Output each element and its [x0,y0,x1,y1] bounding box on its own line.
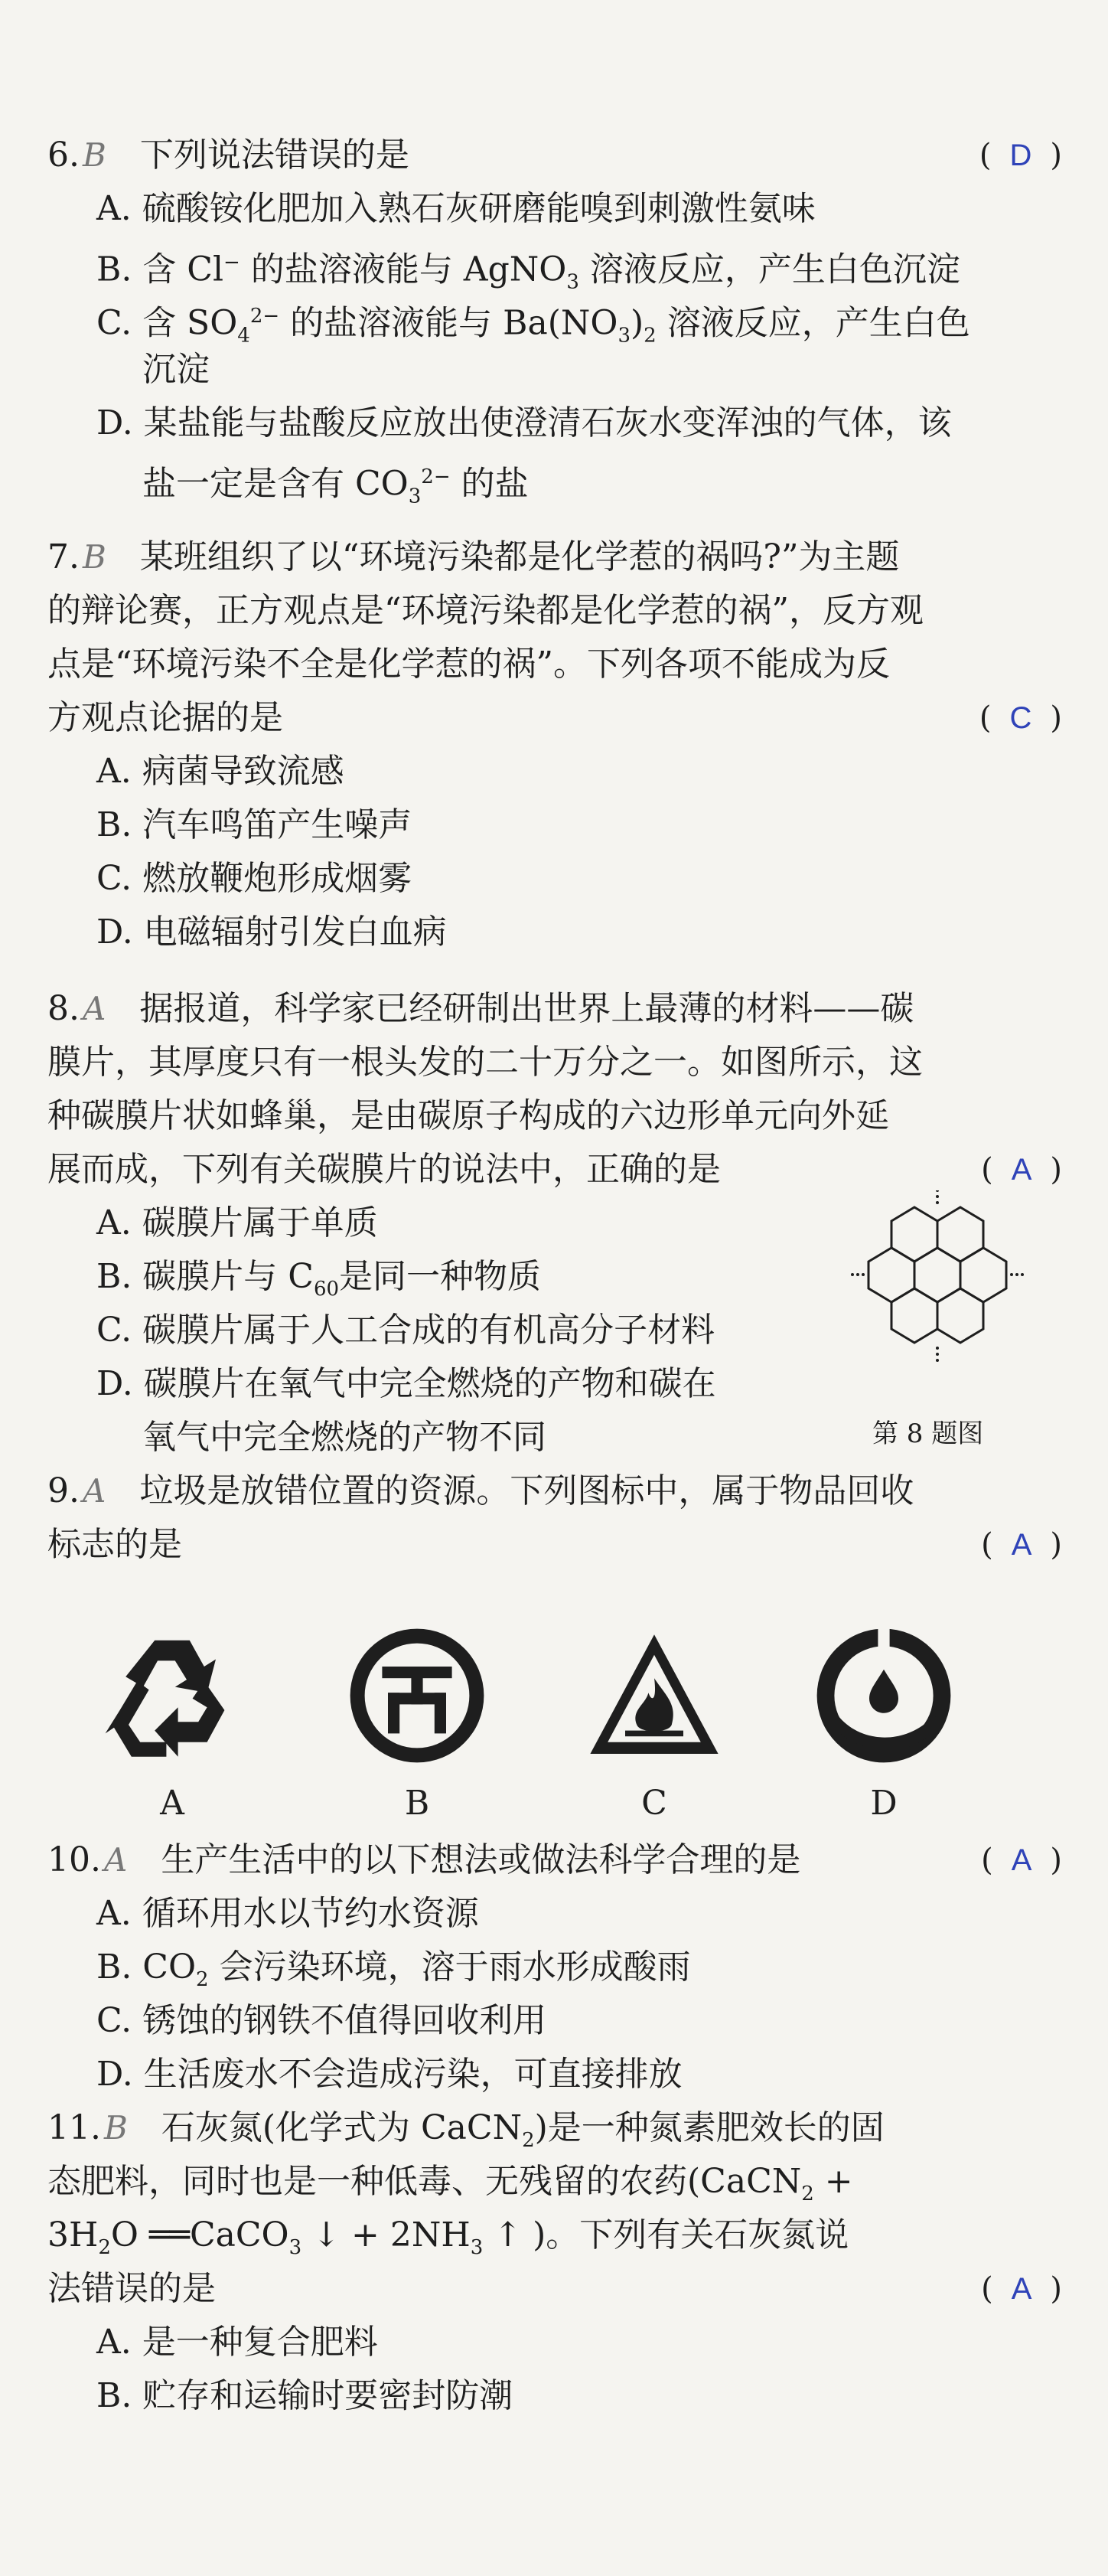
answer-8: ( A ) [981,1152,1062,1187]
question-9 [47,1464,1062,1572]
option-6-b: B. 含 Cl− 的盐溶液能与 AgNO$_3$ 溶液反应，产生白色沉淀 [96,250,960,294]
option-7-a: A. 病菌导致流感 [96,752,344,791]
question-10-stem: 10.A 生产生活中的以下想法或做法科学合理的是 ( A ) [47,1833,1062,1887]
option-10-b: B. $CO_2$ 会污染环境，溶于雨水形成酸雨 [96,1948,691,1991]
option-7-b: B. 汽车鸣笛产生噪声 [96,805,412,844]
symbol-b-icon [344,1623,490,1768]
question-7 [47,531,1062,959]
option-11-a: A. 是一种复合肥料 [96,2323,378,2362]
answer-9: ( A ) [981,1527,1062,1562]
option-10-a: A. 循环用水以节约水资源 [96,1894,479,1933]
question-9-icons [99,1623,1018,1823]
question-8-stem-4: 展而成，下列有关碳膜片的说法中，正确的是 ( A ) [47,1143,1062,1197]
question-8-stem-3: 种碳膜片状如蜂巢，是由碳原子构成的六边形单元向外延 [47,1096,889,1135]
question-10 [47,1833,1062,2101]
answer-7: ( C ) [979,700,1062,736]
option-10-c: C. 锈蚀的钢铁不值得回收利用 [96,2001,547,2040]
water-saving-icon [811,1623,956,1768]
option-8-a: A. 碳膜片属于单质 [96,1203,378,1242]
option-11-b: B. 贮存和运输时要密封防潮 [96,2376,513,2415]
question-6-stem: 6.B 下列说法错误的是 ( D ) [47,129,1062,182]
question-7-stem-3: 点是“环境污染不全是化学惹的祸”。下列各项不能成为反 [47,645,890,684]
answer-10: ( A ) [981,1843,1062,1878]
option-6-a: A. 硫酸铵化肥加入熟石灰研磨能嗅到刺激性氨味 [96,189,816,228]
option-6-c: C. 含 $SO_4^{2-}$ 的盐溶液能与 $Ba(NO_3)_2$ 溶液反应，产生白色 [96,303,970,348]
question-11-stem-2: 态肥料，同时也是一种低毒、无残留的农药(CaCN$_2$ + [47,2162,853,2205]
flammable-warning-icon [582,1623,727,1768]
option-6-d: D. 某盐能与盐酸反应放出使澄清石灰水变浑浊的气体，该 [96,403,952,442]
question-11-stem-3: $3H_2O$ ══CaCO$_3$ ↓ + $2NH_3$ ↑ )。下列有关石灰氮说 [47,2215,849,2259]
icon-label-c: C [641,1784,667,1823]
option-6-c-continued: 沉淀 [142,350,210,389]
continuation-dots [851,1190,1024,1362]
option-7-c: C. 燃放鞭炮形成烟雾 [96,859,412,898]
question-11 [47,2101,1062,2423]
icon-label-a: A [160,1784,184,1823]
answer-11: ( A ) [981,2271,1062,2307]
icon-label-b: B [404,1784,430,1823]
question-11-stem-4: 法错误的是 ( A ) [47,2262,1062,2316]
question-7-stem-4: 方观点论据的是 ( C ) [47,691,1062,745]
answer-6: ( D ) [979,138,1062,173]
question-7-stem-1: 7.B 某班组织了以“环境污染都是化学惹的祸吗?”为主题 [47,537,900,576]
option-8-d-continued: 氧气中完全燃烧的产物不同 [142,1418,546,1457]
honeycomb-figure [849,1190,1041,1405]
question-11-stem-1: 11.B 石灰氮(化学式为 CaCN$_2$)是一种氮素肥效长的固 [47,2108,885,2152]
option-7-d: D. 电磁辐射引发白血病 [96,913,447,952]
question-8-stem-1: 8.A 据报道，科学家已经研制出世界上最薄的材料——碳 [47,989,914,1028]
question-6 [47,129,1062,508]
question-8-stem-2: 膜片，其厚度只有一根头发的二十万分之一。如图所示，这 [47,1043,923,1082]
option-6-d-continued: 盐一定是含有 $CO_3^{2-}$ 的盐 [142,464,529,508]
question-7-stem-2: 的辩论赛，正方观点是“环境污染都是化学惹的祸”，反方观 [47,591,924,630]
option-8-b: B. 碳膜片与 $C_{60}$是同一种物质 [96,1257,542,1301]
recycle-icon [99,1623,245,1768]
question-9-stem-2: 标志的是 ( A ) [47,1518,1062,1572]
option-8-d: D. 碳膜片在氧气中完全燃烧的产物和碳在 [96,1364,716,1403]
question-9-stem-1: 9.A 垃圾是放错位置的资源。下列图标中，属于物品回收 [47,1471,914,1510]
icon-label-d: D [870,1784,898,1823]
option-10-d: D. 生活废水不会造成污染，可直接排放 [96,2055,683,2094]
option-8-c: C. 碳膜片属于人工合成的有机高分子材料 [96,1311,715,1350]
figure-8-caption: 第 8 题图 [872,1419,984,1449]
